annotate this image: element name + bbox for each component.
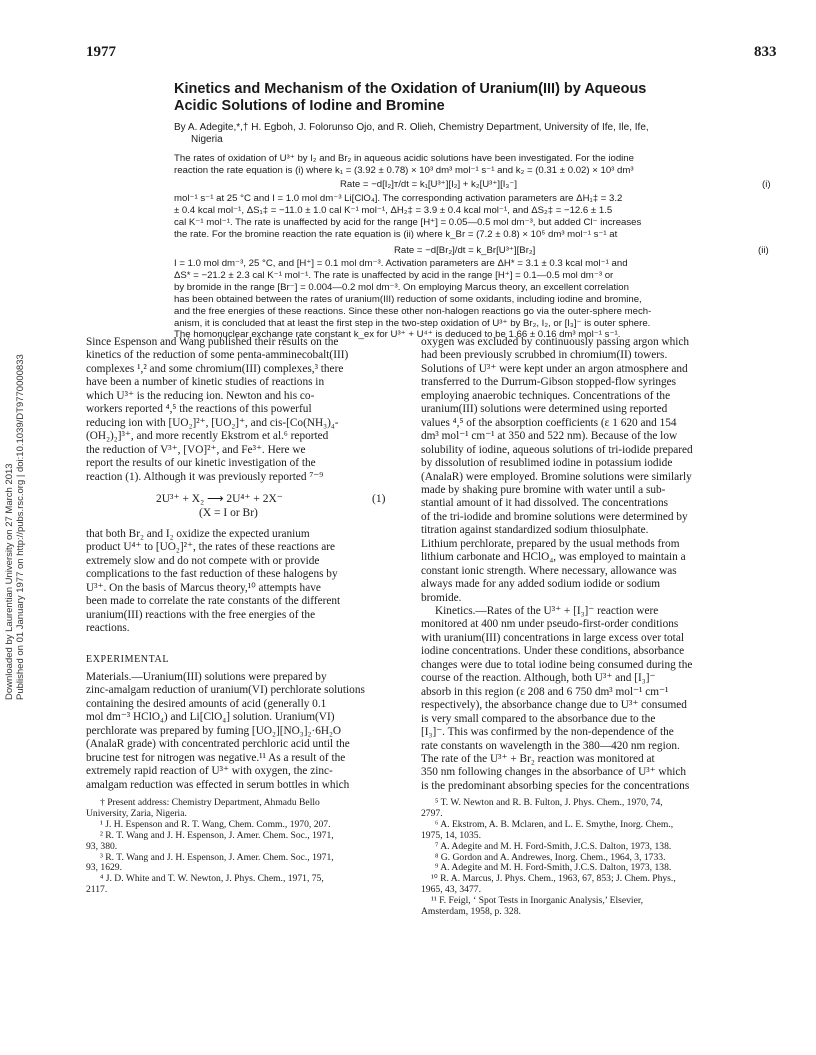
text-line: containing the desired amounts of acid (generally 0.1 <box>86 697 327 710</box>
footnote-line: † Present address: Chemistry Department, Ahmadu Bello <box>100 797 320 808</box>
footnote-line: 93, 1629. <box>86 862 122 874</box>
text-line: lithium carbonate and HClO₄, was employed to maintain a <box>421 551 686 564</box>
text-line: that both Br₂ and I₂ oxidize the expected uranium <box>86 528 310 540</box>
text-line: bromide. <box>421 591 462 604</box>
text-line: by dissolution of resublimed iodine in potassium iodide <box>421 457 673 470</box>
text-line: reducing ion with [UO₂]²⁺, [UO₂]⁺, and cis-[Co(NH₃)₄- <box>86 416 339 429</box>
text-line: of the tri-iodide and bromine solutions were determined by <box>421 510 688 523</box>
text-line: iodine concentrations. Under these conditions, absorbance <box>421 645 685 658</box>
title-line: Kinetics and Mechanism of the Oxidation of Uranium(III) by Aqueous <box>174 81 647 97</box>
text-line: amalgam reduction was effected in serum bottles in which <box>86 778 350 791</box>
abstract-line: ΔS* = −21.2 ± 2.3 cal K⁻¹ mol⁻¹. The rate is unaffected by acid in the range [H⁺] = 0.1—0.5 mol dm⁻³ or <box>174 269 614 281</box>
text-line: Lithium perchlorate, prepared by the usual methods from <box>421 537 680 550</box>
authors-line: By A. Adegite,*,† H. Egboh, J. Folorunso Ojo, and R. Olieh, Chemistry Department, University of Ife, Ile, Ife, <box>174 122 649 133</box>
text-line: Solutions of U³⁺ were kept under an argon atmosphere and <box>421 362 688 375</box>
text-line: Since Espenson and Wang published their results on the <box>86 336 339 348</box>
footnote-line: ¹¹ F. Feigl, ‘ Spot Tests in Inorganic Analysis,’ Elsevier, <box>431 895 644 907</box>
text-line: titration against standardized sodium thiosulphate. <box>421 524 649 537</box>
text-line: monitored at 400 nm under pseudo-first-order conditions <box>421 618 679 631</box>
text-line: been made to correlate the rate constants of the different <box>86 595 341 608</box>
footnote-line: ¹ J. H. Espenson and R. T. Wang, Chem. Comm., 1970, 207. <box>100 818 331 830</box>
text-line: (AnalaR) were employed. Bromine solutions were similarly <box>421 470 692 483</box>
text-line: complexes ¹,² and some chromium(III) complexes,³ there <box>86 362 344 375</box>
text-line: uranium(III) reactions with the free energies of the <box>86 608 316 621</box>
text-line: dm³ mol⁻¹ cm⁻¹ at 350 and 522 nm). Because of the low <box>421 430 678 443</box>
text-line: kinetics of the reduction of some penta-amminecobalt(III) <box>86 349 349 362</box>
text-line: always made for any added sodium iodide or sodium <box>421 578 661 591</box>
text-line: had been previously scrubbed in chromium(II) towers. <box>421 349 668 362</box>
abstract-line: and the free energies of these reactions. Since these other non-halogen reactions go via the outer-sphere mech- <box>174 305 652 317</box>
text-line: perchlorate was prepared by fuming [UO₂][NO₃]₂·6H₂O <box>86 724 342 737</box>
abstract-continued <box>174 193 784 241</box>
footnote-line: ¹⁰ R. A. Marcus, J. Phys. Chem., 1963, 67, 853; J. Chem. Phys., <box>431 873 676 885</box>
equation-1: 2U³⁺ + X₂ ⟶ 2U⁴⁺ + 2X⁻ <box>156 493 283 505</box>
intro-paragraph-continued <box>86 528 392 636</box>
abstract-line: the rate. For the bromine reaction the rate equation is (ii) where k_Br = (7.2 ± 0.8) × 10⁵ dm³ mol⁻¹ s⁻¹ at <box>174 228 618 240</box>
footnote-line: ⁸ G. Gordon and A. Andrewes, Inorg. Chem., 1964, 3, 1733. <box>435 851 666 863</box>
text-line: the reduction of V³⁺, [VO]²⁺, and Fe³⁺. Here we <box>86 443 306 456</box>
abstract-line: has been obtained between the rates of uranium(III) reduction of some oxidants, including iodine and bromine, <box>174 293 642 305</box>
author-affiliation <box>174 122 784 146</box>
equation-1-number: (1) <box>372 493 386 505</box>
left-footnotes <box>86 798 392 896</box>
text-line: with uranium(III) concentrations in large excess over total <box>421 631 684 644</box>
text-line: report the results of our kinetic investigation of the <box>86 457 316 470</box>
abstract-continued <box>174 258 784 341</box>
text-line: U³⁺. On the basis of Marcus theory,¹⁰ attempts have <box>86 581 321 594</box>
abstract-line: ± 0.4 kcal mol⁻¹, ΔS₁‡ = −11.0 ± 1.0 cal K⁻¹ mol⁻¹, ΔH₂‡ = 3.9 ± 0.4 kcal mol⁻¹, and ΔS₂‡ = −12.6 ± 1.5 <box>174 204 613 216</box>
text-line: transferred to the Durrum-Gibson stopped-flow syringes <box>421 376 677 389</box>
abstract-line: reaction the rate equation is (i) where k₁ = (3.92 ± 0.78) × 10³ dm³ mol⁻¹ s⁻¹ and k₂ = (0.31 ± 0.02) × 10³ dm³ <box>174 164 634 176</box>
right-footnotes <box>421 798 777 918</box>
footnote-line: Amsterdam, 1958, p. 328. <box>421 906 521 918</box>
text-line: made by shaking pure bromine with water until a sub- <box>421 483 666 496</box>
text-line: respectively), the absorbance change due to U³⁺ consumed <box>421 699 687 712</box>
text-line: Kinetics.—Rates of the U³⁺ + [I₃]⁻ reaction were <box>435 605 659 617</box>
download-notice-line1: Downloaded by Laurentian University on 27 March 2013 <box>4 463 15 700</box>
equation-ii-number: (ii) <box>758 245 769 256</box>
text-line: is the predominant absorbing species for the concentrations <box>421 779 690 792</box>
article-title <box>174 81 774 115</box>
text-line: stantial amount of it had dissolved. The concentrations <box>421 497 669 510</box>
text-line: workers reported ⁴,⁵ the reactions of this powerful <box>86 403 312 416</box>
journal-year: 1977 <box>86 44 116 60</box>
abstract-line: The rates of oxidation of U³⁺ by I₂ and Br₂ in aqueous acidic solutions have been investigated. For the iodine <box>174 153 634 164</box>
abstract-line: by bromide in the range [Br⁻] = 0.004—0.2 mol dm⁻³. On employing Marcus theory, an excellent correlation <box>174 281 629 293</box>
text-line: The rate of the U³⁺ + Br₂ reaction was monitored at <box>421 752 655 765</box>
text-line: which U³⁺ is the reducing ion. Newton and his co- <box>86 389 315 402</box>
abstract-line: The homonuclear exchange rate constant k_ex for U³⁺ + U⁴⁺ is deduced to be 1.66 ± 0.16 dm³ mol⁻¹ s⁻¹. <box>174 329 621 341</box>
equation-ii: Rate = −d[Br₂]/dt = k_Br[U³⁺][Br₂] <box>394 245 536 256</box>
title-line: Acidic Solutions of Iodine and Bromine <box>174 98 445 114</box>
text-line: values ⁴,⁵ of the absorption coefficients (ε 1 620 and 154 <box>421 416 677 429</box>
text-line: uranium(III) solutions were determined using reported <box>421 403 668 416</box>
text-line: have been a number of kinetic studies of reactions in <box>86 376 325 389</box>
footnote-line: ³ R. T. Wang and J. H. Espenson, J. Amer. Chem. Soc., 1971, <box>100 851 334 863</box>
text-line: reactions. <box>86 622 130 635</box>
text-line: extremely slow and do not compete with or provide <box>86 554 320 567</box>
text-line: reaction (1). Although it was previously reported ⁷⁻⁹ <box>86 470 324 483</box>
abstract-line: cal K⁻¹ mol⁻¹. The rate is unaffected by acid for the range [H⁺] = 0.05—0.5 mol dm⁻³, but added Cl⁻ increases <box>174 216 642 228</box>
footnote-line: 2797. <box>421 807 443 819</box>
text-line: product U⁴⁺ to [UO₂]²⁺, the rates of these reactions are <box>86 541 336 554</box>
text-line: (OH₂)₂]³⁺, and more recently Ekstrom et al.⁶ reported <box>86 430 329 443</box>
abstract-line: I = 1.0 mol dm⁻³, 25 °C, and [H⁺] = 0.1 mol dm⁻³. Activation parameters are ΔH* = 3.1 ± 0.3 kcal mol⁻¹ and <box>174 258 628 269</box>
text-line: Materials.—Uranium(III) solutions were prepared by <box>86 671 327 683</box>
text-line: solubility of iodine, aqueous solutions of tri-iodide prepared <box>421 443 693 456</box>
footnote-line: 1975, 14, 1035. <box>421 829 481 841</box>
footnote-line: ⁴ J. D. White and T. W. Newton, J. Phys. Chem., 1971, 75, <box>100 873 324 885</box>
text-line: oxygen was excluded by continuously passing argon which <box>421 336 690 348</box>
text-line: extremely rapid reaction of U³⁺ with oxygen, the zinc- <box>86 765 333 778</box>
text-line: [I₃]⁻. This was confirmed by the non-dependence of the <box>421 726 674 739</box>
download-notice-line2[interactable]: Published on 01 January 1977 on http://pubs.rsc.org | doi:10.1039/DT9770000833 <box>15 354 26 700</box>
text-line: employing anaerobic techniques. Concentrations of the <box>421 389 671 402</box>
text-line: 350 nm following changes in the absorbance of U³⁺ which <box>421 766 687 779</box>
text-line: changes were due to total iodine being consumed during the <box>421 658 693 671</box>
download-notice <box>2 60 26 700</box>
methods-paragraph <box>421 336 777 605</box>
equation-1-condition: (X = I or Br) <box>199 507 258 519</box>
footnote-line: 1965, 43, 3477. <box>421 884 481 896</box>
text-line: absorb in this region (ε 208 and 6 750 dm³ mol⁻¹ cm⁻¹ <box>421 685 669 698</box>
authors-line: Nigeria <box>191 134 223 145</box>
text-line: (AnalaR grade) with concentrated perchloric acid until the <box>86 738 350 751</box>
text-line: mol dm⁻³ HClO₄) and Li[ClO₄] solution. Uranium(VI) <box>86 711 335 724</box>
abstract-line: anism, it is concluded that at least the first step in the two-step oxidation of U³⁺ by Br₂, I₂, or [I₃]⁻ is outer sphere. <box>174 317 651 329</box>
footnote-line: ⁹ A. Adegite and M. H. Ford-Smith, J.C.S. Dalton, 1973, 138. <box>435 862 672 874</box>
page-number: 833 <box>754 44 777 60</box>
equation-i: Rate = −d[I₂]ᴛ/dt = k₁[U³⁺][I₂] + k₂[U³⁺][I₃⁻] <box>340 179 518 190</box>
footnote-line: 93, 380. <box>86 840 118 852</box>
footnote-line: University, Zaria, Nigeria. <box>86 807 187 819</box>
text-line: is very small compared to the absorbance due to the <box>421 712 656 725</box>
kinetics-paragraph <box>421 605 777 793</box>
footnote-line: ⁵ T. W. Newton and R. B. Fulton, J. Phys. Chem., 1970, 74, <box>435 797 663 808</box>
abstract <box>174 153 784 177</box>
footnote-line: ² R. T. Wang and J. H. Espenson, J. Amer. Chem. Soc., 1971, <box>100 829 334 841</box>
text-line: zinc-amalgam reduction of uranium(VI) perchlorate solutions <box>86 684 365 697</box>
footnote-line: 2117. <box>86 884 108 896</box>
text-line: brucine test for nitrogen was negative.¹¹ As a result of the <box>86 751 346 764</box>
equation-i-number: (i) <box>762 179 771 190</box>
text-line: rate constants on wavelength in the 380—420 nm region. <box>421 739 680 752</box>
text-line: constant ionic strength. Where necessary, allowance was <box>421 564 677 577</box>
abstract-line: mol⁻¹ s⁻¹ at 25 °C and I = 1.0 mol dm⁻³ Li[ClO₄]. The corresponding activation parameters are ΔH₁‡ = 3.2 <box>174 193 623 204</box>
text-line: complications to the fast reduction of these halogens by <box>86 568 338 581</box>
section-heading-experimental: EXPERIMENTAL <box>86 654 170 665</box>
text-line: course of the reaction. Although, both U³⁺ and [I₃]⁻ <box>421 672 656 685</box>
footnote-line: ⁷ A. Adegite and M. H. Ford-Smith, J.C.S. Dalton, 1973, 138. <box>435 840 672 852</box>
footnote-line: ⁶ A. Ekstrom, A. B. Mclaren, and L. E. Smythe, Inorg. Chem., <box>435 818 674 830</box>
intro-paragraph <box>86 336 392 484</box>
materials-paragraph <box>86 671 392 792</box>
